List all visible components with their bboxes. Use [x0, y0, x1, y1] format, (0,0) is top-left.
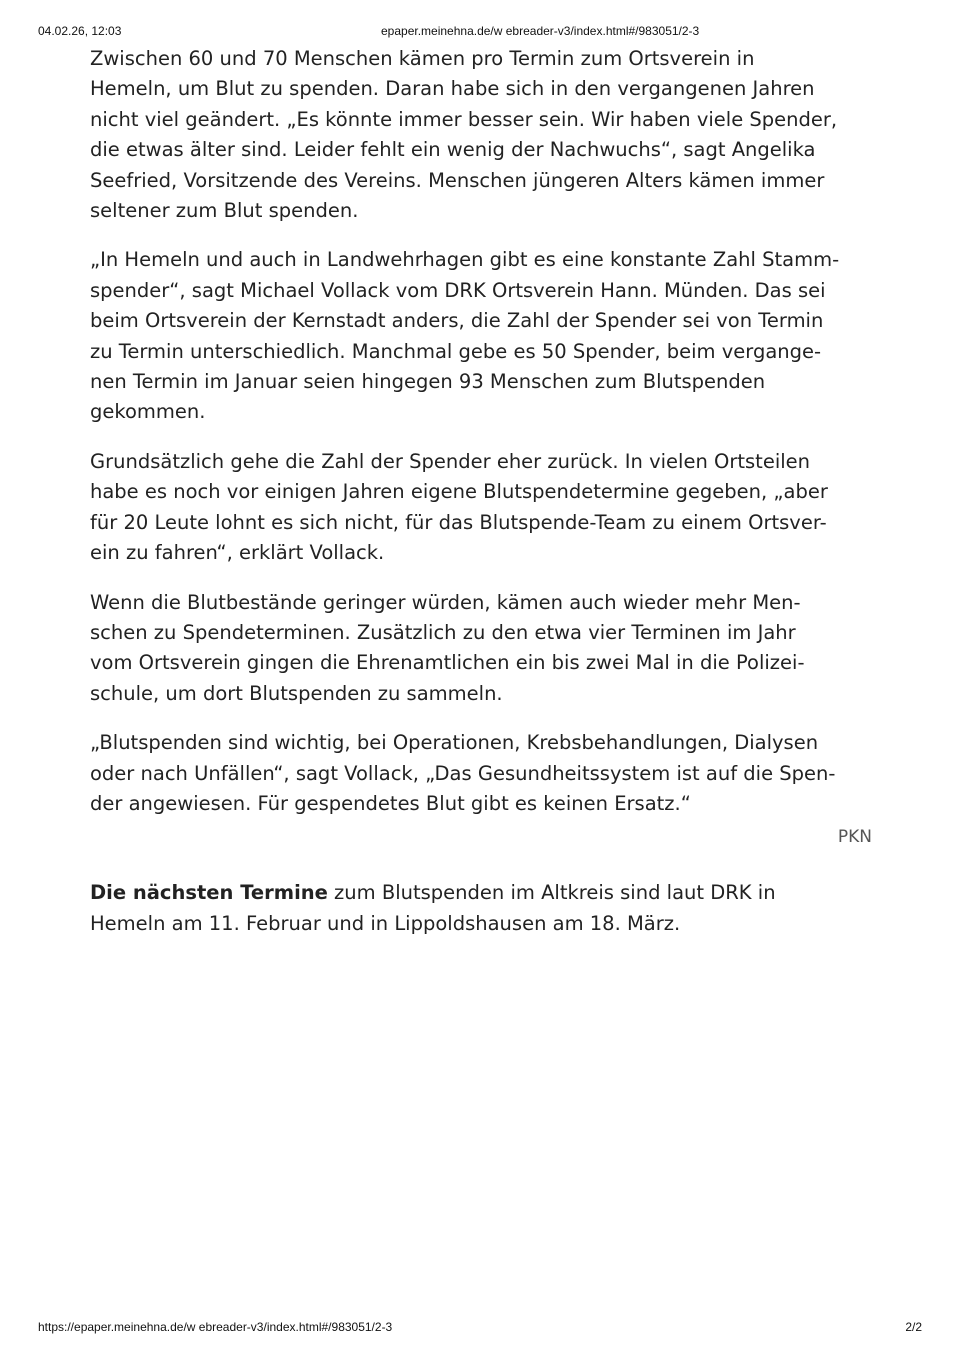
print-header: [38, 24, 922, 40]
paragraph-3: [90, 447, 872, 569]
paragraph-line: Seefried, Vorsitzende des Vereins. Menschen jüngeren Alters kämen immer: [90, 168, 825, 192]
paragraph-line: Hemeln, um Blut zu spenden. Daran habe sich in den vergangenen Jahren: [90, 77, 815, 101]
next-dates-box: [90, 878, 872, 939]
next-dates-line-1-text: zum Blutspenden im Altkreis sind laut DRK in: [327, 881, 776, 905]
paragraph-line: Wenn die Blutbestände geringer würden, kämen auch wieder mehr Men-: [90, 590, 801, 614]
paragraph-line: seltener zum Blut spenden.: [90, 199, 359, 223]
next-dates-line-2: Hemeln am 11. Februar und in Lippoldshausen am 18. März.: [90, 911, 681, 935]
paragraph-line: schen zu Spendeterminen. Zusätzlich zu den etwa vier Terminen im Jahr: [90, 620, 796, 644]
paragraph-line: die etwas älter sind. Leider fehlt ein wenig der Nachwuchs“, sagt Angelika: [90, 138, 816, 162]
paragraph-line: der angewiesen. Für gespendetes Blut gibt es keinen Ersatz.“: [90, 791, 691, 815]
paragraph-line: vom Ortsverein gingen die Ehrenamtlichen ein bis zwei Mal in die Polizei-: [90, 651, 805, 675]
next-dates-bold-lead: Die nächsten Termine: [90, 881, 328, 905]
paragraph-5: [90, 728, 872, 819]
next-dates-line-1: [90, 878, 872, 908]
paragraph-line: „Blutspenden sind wichtig, bei Operationen, Krebsbehandlungen, Dialysen: [90, 731, 819, 755]
paragraph-line: schule, um dort Blutspenden zu sammeln.: [90, 681, 503, 705]
paragraph-line: nen Termin im Januar seien hingegen 93 Menschen zum Blutspenden: [90, 370, 766, 394]
paragraph-line: Zwischen 60 und 70 Menschen kämen pro Termin zum Ortsverein in: [90, 47, 755, 70]
paragraph-line: habe es noch vor einigen Jahren eigene Blutspendetermine gegeben, „aber: [90, 480, 828, 504]
paragraph-line: für 20 Leute lohnt es sich nicht, für das Blutspende-Team zu einem Ortsver-: [90, 510, 827, 534]
paragraph-line: spender“, sagt Michael Vollack vom DRK Ortsverein Hann. Münden. Das sei: [90, 278, 826, 302]
author-credit: PKN: [837, 827, 872, 848]
article-body: [90, 44, 872, 939]
print-header-url: epaper.meinehna.de/w ebreader-v3/index.html#/983051/2-3: [381, 24, 700, 38]
print-footer: [38, 1320, 922, 1336]
paragraph-line: „In Hemeln und auch in Landwehrhagen gibt es eine konstante Zahl Stamm-: [90, 248, 840, 272]
paragraph-line: ein zu fahren“, erklärt Vollack.: [90, 541, 385, 565]
paragraph-line: Grundsätzlich gehe die Zahl der Spender eher zurück. In vielen Ortsteilen: [90, 449, 811, 473]
print-footer-url: https://epaper.meinehna.de/w ebreader-v3/index.html#/983051/2-3: [38, 1320, 393, 1334]
print-datetime: 04.02.26, 12:03: [38, 24, 122, 38]
paragraph-line: beim Ortsverein der Kernstadt anders, die Zahl der Spender sei von Termin: [90, 309, 824, 333]
paragraph-line: zu Termin unterschiedlich. Manchmal gebe es 50 Spender, beim vergange-: [90, 339, 822, 363]
paragraph-4: [90, 588, 872, 710]
paragraph-line: gekommen.: [90, 400, 206, 424]
paragraph-1: [90, 44, 872, 226]
paragraph-line: oder nach Unfällen“, sagt Vollack, „Das Gesundheitssystem ist auf die Spen-: [90, 761, 836, 785]
paragraph-line: nicht viel geändert. „Es könnte immer besser sein. Wir haben viele Spender,: [90, 107, 838, 131]
paragraph-2: [90, 245, 872, 427]
page-number: 2/2: [905, 1320, 922, 1334]
